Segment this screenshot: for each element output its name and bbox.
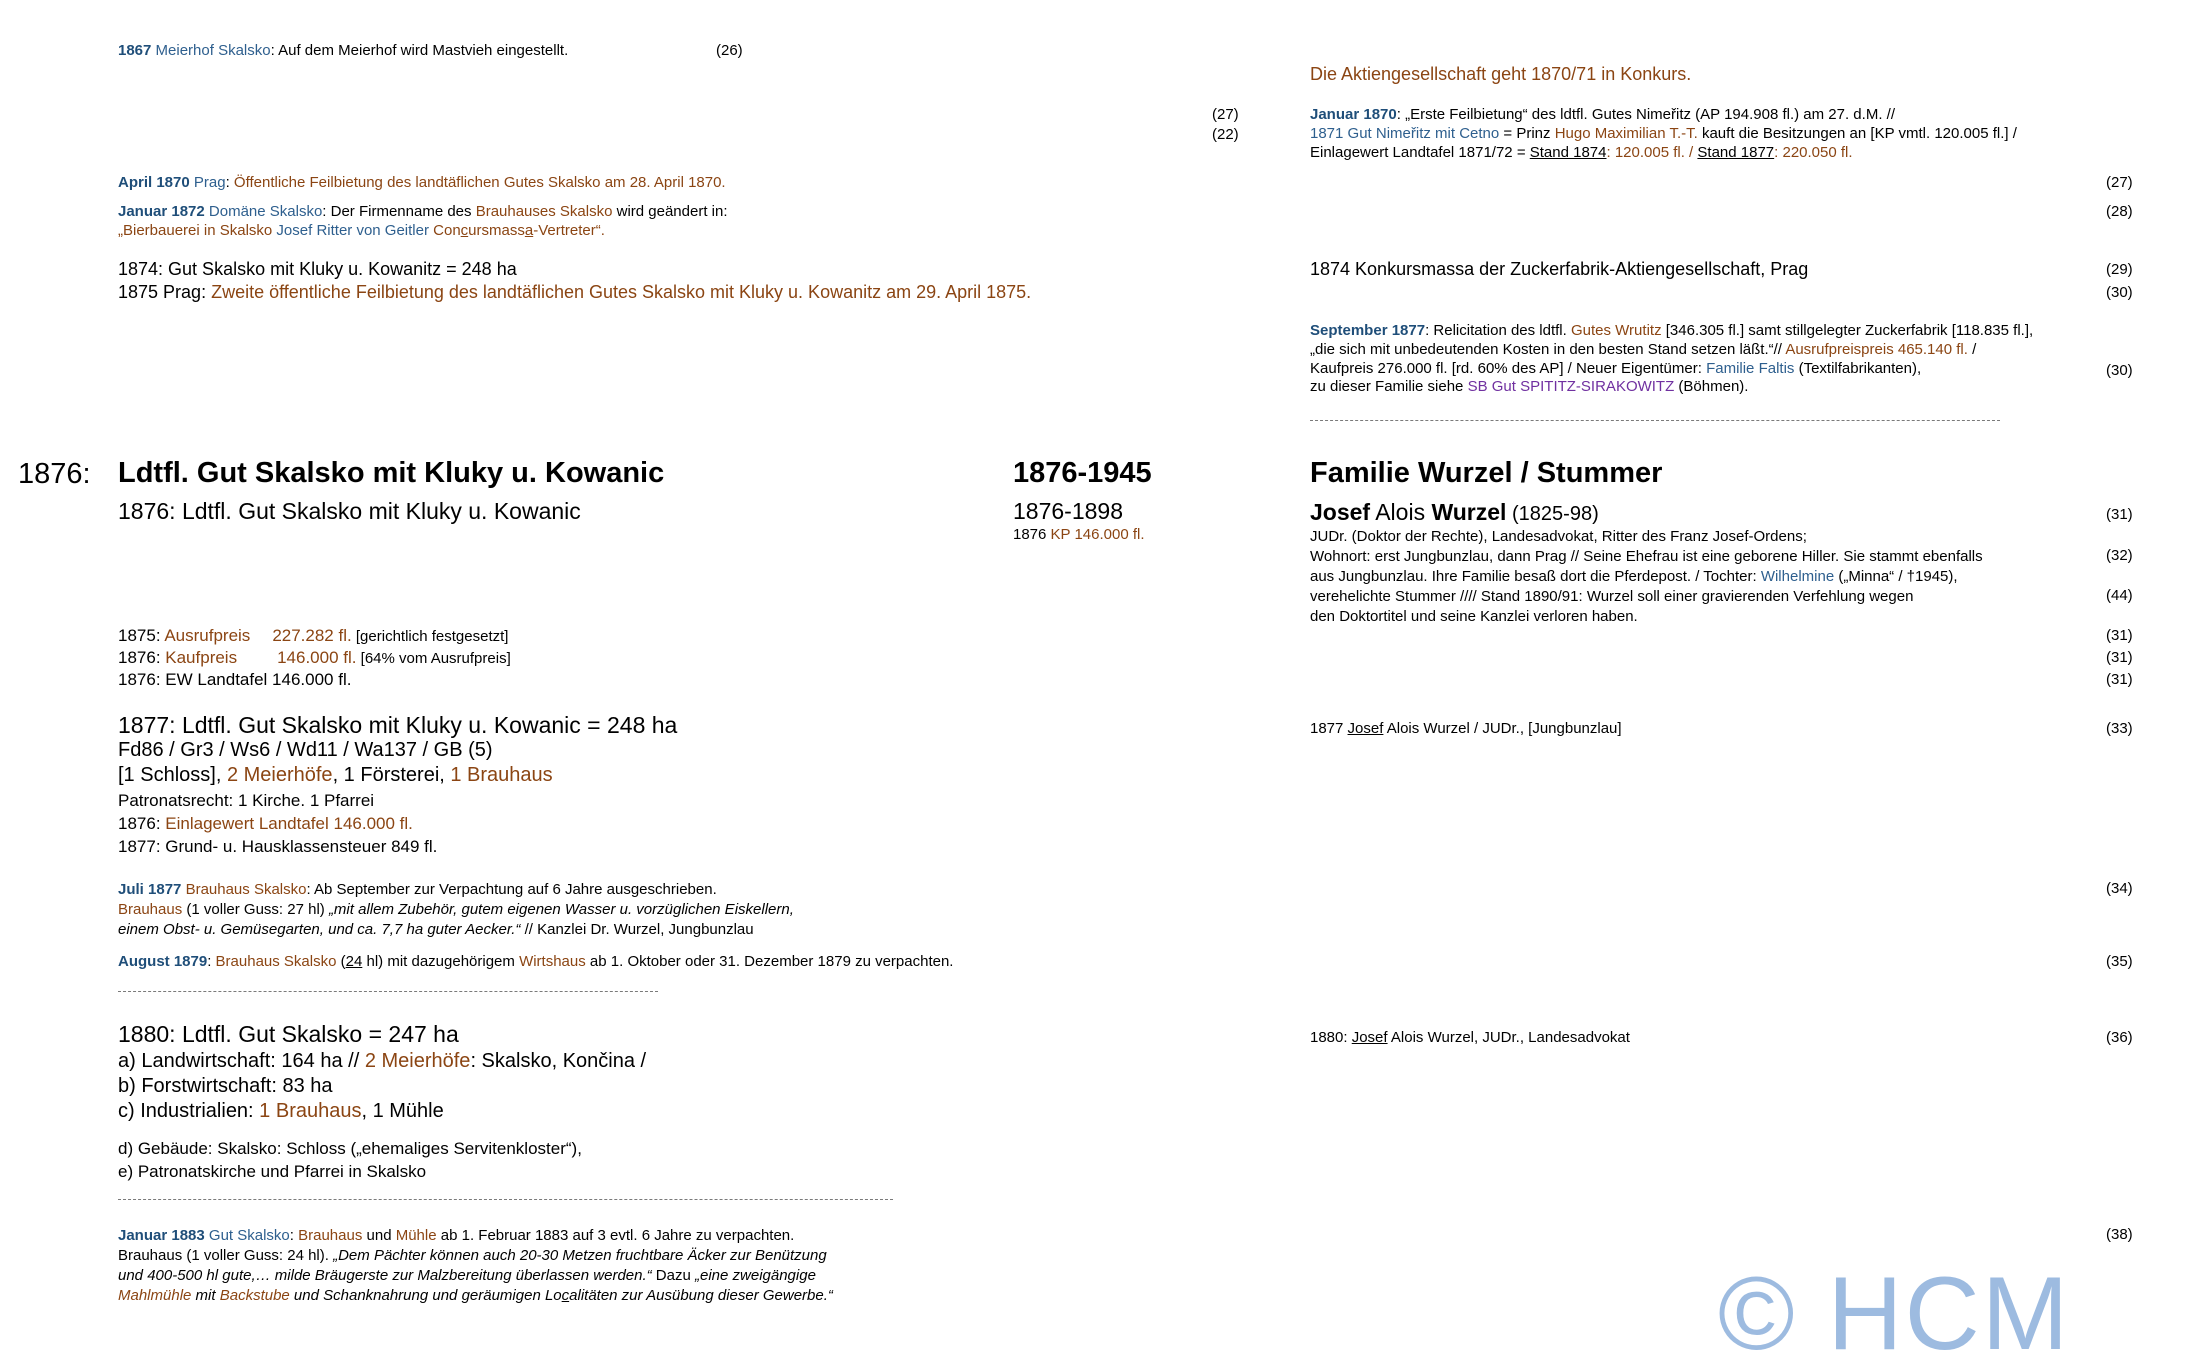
reference-38: (38) (2106, 1226, 2133, 1243)
entry-date: 1867 (118, 42, 152, 59)
entry-aug-1879: August 1879: Brauhaus Skalsko (24 hl) mit dazugehörigem Wirtshaus ab 1. Oktober oder 31. Dezember 1879 zu verpachten. (118, 953, 954, 970)
reference-28: (28) (2106, 203, 2133, 220)
copyright-watermark: © HCM (1718, 1256, 2071, 1372)
gut-1877-extra: Patronatsrecht: 1 Kirche. 1 Pfarrei 1876: Einlagewert Landtafel 146.000 fl. 1877: Grund- u. Hausklassensteuer 849 fl. (118, 791, 438, 856)
reference-29: (29) (2106, 261, 2133, 278)
family-title: Familie Wurzel / Stummer (1310, 457, 1663, 489)
reference-33: (33) (2106, 720, 2133, 737)
entry-1867: 1867 Meierhof Skalsko: Auf dem Meierhof wird Mastvieh eingestellt. (118, 42, 569, 59)
person-name: Josef Alois Wurzel (1825-98) (1310, 499, 1599, 525)
divider-1879 (118, 991, 658, 992)
owner-1877: 1877 Josef Alois Wurzel / JUDr., [Jungbunzlau] (1310, 720, 1622, 737)
reference-44: (44) (2106, 587, 2133, 604)
price-ausrufpreis: 1875: Ausrufpreis 227.282 fl. [gerichtlich festgesetzt] (118, 626, 509, 645)
reference-27: (27) (1212, 106, 1239, 123)
entry-text: Auf dem Meierhof wird Mastvieh eingestellt. (278, 42, 569, 59)
reference-31b: (31) (2106, 627, 2133, 644)
reference-27b: (27) (2106, 174, 2133, 191)
entry-sep-1877: September 1877: Relicitation des ldtfl. Gutes Wrutitz [346.305 fl.] samt stillgelegter Zuckerfabrik [118.835 fl.], „die sich mit unbedeutenden Kosten in den besten Stand setzen läßt.“// Ausrufpreispreis 465.140 fl. / Kaufpreis 276.000 fl. [rd. 60% des AP] / Neuer Eigentümer: Familie Faltis (Textilfabrikanten), zu dieser Familie siehe SB Gut SPITITZ-SIRAKOWITZ (Böhmen). (1310, 322, 2034, 396)
gut-1877-heading: 1877: Ldtfl. Gut Skalsko mit Kluky u. Kowanic = 248 ha (118, 712, 678, 738)
entry-jul-1877: Juli 1877 Brauhaus Skalsko: Ab September zur Verpachtung auf 6 Jahre ausgeschrieben. Brauhaus (1 voller Guss: 27 hl) „mit allem Zubehör, gutem eigenen Wasser u. vorzüglichen Eiskellern, einem Obst- u. Gemüsegarten, und ca. 7,7 ha guter Aecker.“ // Kanzlei Dr. Wurzel, Jungbunzlau (118, 881, 794, 938)
entry-place: Meierhof Skalsko (155, 42, 271, 59)
price-kaufpreis: 1876: Kaufpreis 146.000 fl. [64% vom Ausrufpreis] (118, 648, 511, 667)
reference-31c: (31) (2106, 649, 2133, 666)
reference-36: (36) (2106, 1029, 2133, 1046)
konkursmassa-1874: 1874 Konkursmassa der Zuckerfabrik-Aktiengesellschaft, Prag (1310, 259, 1809, 279)
reference-22: (22) (1212, 126, 1239, 143)
reference-30b: (30) (2106, 362, 2133, 379)
entry-jan-1872: Januar 1872 Domäne Skalsko: Der Firmenname des Brauhauses Skalsko wird geändert in: „Bierbauerei in Skalsko Josef Ritter von Geitler Concursmassa-Vertreter“. (118, 203, 728, 239)
entry-jan-1870: Januar 1870: „Erste Feilbietung“ des ldtfl. Gutes Nimeřitz (AP 194.908 fl.) am 27. d.M. // 1871 Gut Nimeřitz mit Cetno = Prinz Hugo Maximilian T.-T. kauft die Besitzungen an [KP vmtl. 120.005 fl.] / Einlagewert Landtafel 1871/72 = Stand 1874: 120.005 fl. / Stand 1877: 220.050 fl. (1310, 106, 2017, 161)
period-label: 1876-1945 (1013, 457, 1152, 489)
reference-26: (26) (716, 42, 743, 59)
reference-31a: (31) (2106, 506, 2133, 523)
page-title: Ldtfl. Gut Skalsko mit Kluky u. Kowanic (118, 457, 665, 489)
divider-top (1310, 420, 2000, 421)
gut-1880-details: a) Landwirtschaft: 164 ha // 2 Meierhöfe: Skalsko, Končina / b) Forstwirtschaft: 83 ha c) Industrialien: 1 Brauhaus, 1 Mühle (118, 1050, 647, 1122)
divider-1880 (118, 1199, 893, 1200)
entry-jan-1883: Januar 1883 Gut Skalsko: Brauhaus und Mühle ab 1. Februar 1883 auf 3 evtl. 6 Jahre zu verpachten. Brauhaus (1 voller Guss: 24 hl). „Dem Pächter können auch 20-30 Metzen fruchtbare Äcker zur Benützung und 400-500 hl gute,… milde Bräugerste zur Malzbereitung überlassen werden.“ Dazu „eine zweigängige Mahlmühle mit Backstube und Schanknahrung und geräumigen Localitäten zur Ausübung dieser Gewerbe.“ (118, 1227, 833, 1304)
gut-1877-details: Fd86 / Gr3 / Ws6 / Wd11 / Wa137 / GB (5) [1 Schloss], 2 Meierhöfe, 1 Försterei, 1 Brauhaus (118, 739, 553, 786)
gut-1875: 1875 Prag: Zweite öffentliche Feilbietung des landtäflichen Gutes Skalsko mit Kluky u. Kowanitz am 29. April 1875. (118, 282, 1032, 302)
subperiod-label: 1876-1898 (1013, 498, 1123, 524)
price-ew-landtafel: 1876: EW Landtafel 146.000 fl. (118, 670, 352, 689)
konkurs-note: Die Aktiengesellschaft geht 1870/71 in Konkurs. (1310, 64, 1692, 84)
reference-35: (35) (2106, 953, 2133, 970)
gut-1874: 1874: Gut Skalsko mit Kluky u. Kowanitz = 248 ha (118, 259, 517, 279)
reference-34: (34) (2106, 880, 2133, 897)
gut-1880-heading: 1880: Ldtfl. Gut Skalsko = 247 ha (118, 1021, 459, 1047)
subtitle: 1876: Ldtfl. Gut Skalsko mit Kluky u. Kowanic (118, 498, 581, 524)
reference-30a: (30) (2106, 284, 2133, 301)
year-label: 1876: (18, 458, 91, 490)
person-bio: JUDr. (Doktor der Rechte), Landesadvokat, Ritter des Franz Josef-Ordens; Wohnort: erst Jungbunzlau, dann Prag // Seine Ehefrau ist eine geborene Hiller. Sie stammt ebenfalls aus Jungbunzlau. Ihre Familie besaß dort die Pferdepost. / Tochter: Wilhelmine („Minna“ / †1945), verehelichte Stummer //// Stand 1890/91: Wurzel soll einer gravierenden Verfehlung wegen den Doktortitel und seine Kanzlei verloren haben. (1310, 528, 1983, 625)
entry-apr-1870: April 1870 Prag: Öffentliche Feilbietung des landtäflichen Gutes Skalsko am 28. April 1870. (118, 174, 726, 191)
kaufpreis-note: 1876 KP 146.000 fl. (1013, 526, 1145, 543)
reference-32: (32) (2106, 547, 2133, 564)
owner-1880: 1880: Josef Alois Wurzel, JUDr., Landesadvokat (1310, 1029, 1630, 1046)
reference-31d: (31) (2106, 671, 2133, 688)
gut-1880-extra: d) Gebäude: Skalsko: Schloss („ehemaliges Servitenkloster“), e) Patronatskirche und Pfarrei in Skalsko (118, 1139, 582, 1181)
